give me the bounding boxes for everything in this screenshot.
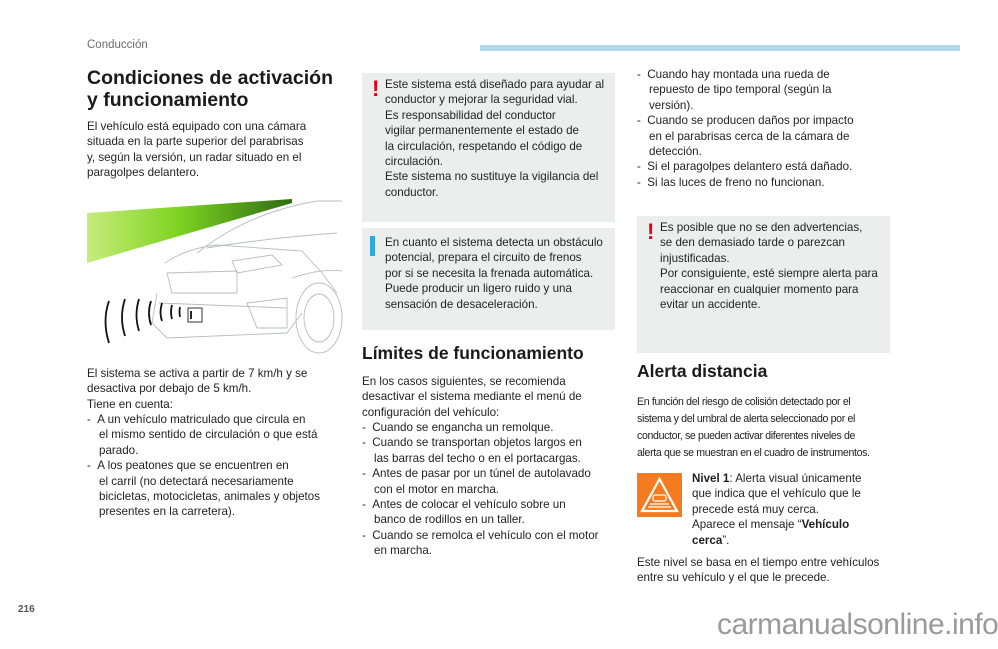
radar-wave-icons (106, 299, 192, 343)
warning-box (362, 73, 615, 222)
limits-intro: En los casos siguientes, se recomienda desactivar el sistema mediante el menú de configuración del vehículo: (362, 375, 582, 419)
activation-paragraph: El sistema se activa a partir de 7 km/h y se desactiva por debajo de 5 km/h. Tiene en cuenta: (87, 367, 308, 411)
list-item: - A un vehículo matriculado que circula en el mismo sentido de circulación o que está parado. (87, 413, 318, 457)
limits-list-continued (637, 67, 897, 190)
list-item: - Si las luces de freno no funcionan. (637, 175, 825, 189)
camera-beam (87, 199, 292, 263)
warning-text: Este sistema está diseñado para ayudar al conductor y mejorar la seguridad vial. Es responsabilidad del conductor vigilar permanentemente el estado de la circulación, respetando el código de circulación. Este sistema no sustituye la vigilancia del conductor. (385, 78, 605, 199)
intro-paragraph: El vehículo está equipado con una cámara situada en la parte superior del parabrisas y, según la versión, un radar situado en el paragolpes delantero. (87, 120, 307, 180)
list-item: - Antes de colocar el vehículo sobre un banco de rodillos en un taller. (362, 498, 566, 527)
warning-box-2 (637, 216, 890, 353)
list-item: - Cuando se engancha un remolque. (362, 421, 554, 434)
level-text: : Alerta visual únicamente que indica que el vehículo que le precede está muy cerca. Aparece el mensaje “ (692, 472, 862, 532)
page-number: 216 (18, 604, 35, 615)
distance-alert-warning-icon (637, 473, 682, 517)
warning-text: Es posible que no se den advertencias, se den demasiado tarde o parezcan injustificadas. Por consiguiente, esté siempre alerta para reaccionar en cualquier momento para evitar un accidente. (660, 221, 878, 312)
list-item: - Cuando se transportan objetos largos en las barras del techo o en el portacargas. (362, 436, 582, 465)
limits-list (362, 420, 624, 559)
limits-heading: Límites de funcionamiento (362, 343, 584, 363)
list-item: - Si el paragolpes delantero está dañado. (637, 160, 853, 174)
warning-icon: ! (647, 219, 655, 244)
watermark: carmanualsonline.info (717, 608, 998, 641)
info-box (362, 228, 615, 330)
level-text-end: ”. (722, 533, 730, 547)
car-camera-radar-illustration (87, 193, 342, 358)
info-icon (370, 236, 375, 256)
info-text: En cuanto el sistema detecta un obstáculo potencial, prepara el circuito de frenos por si se necesita la frenada automática. Puede producir un ligero ruido y una sensación de desaceleración. (385, 236, 603, 311)
list-item: - Cuando se producen daños por impacto en el parabrisas cerca de la cámara de detección. (637, 114, 854, 159)
list-item: - Antes de pasar por un túnel de autolavado con el motor en marcha. (362, 467, 591, 496)
level-1-description (692, 471, 892, 548)
level-message: Vehículo cerca (692, 518, 850, 547)
activation-list (87, 412, 347, 520)
section-label: Conducción (87, 39, 148, 51)
warning-icon: ! (372, 76, 380, 101)
header-accent-bar (480, 45, 960, 51)
alert-intro: En función del riesgo de colisión detectado por el sistema y del umbral de alerta seleccionado por el conductor, se pueden activar diferentes niveles de alerta que se muestran en el cuadro de instrumentos. (637, 396, 870, 459)
time-gap-paragraph: Este nivel se basa en el tiempo entre vehículos entre su vehículo y el que le precede. (637, 556, 880, 585)
page-title: Condiciones de activación y funcionamiento (87, 67, 333, 111)
list-item: - A los peatones que se encuentren en el carril (no detectará necesariamente bicicletas, motocicletas, animales y objetos presentes en la carretera). (87, 459, 321, 519)
list-item: - Cuando se remolca el vehículo con el motor en marcha. (362, 528, 599, 558)
alert-distance-heading: Alerta distancia (637, 361, 768, 381)
list-item: - Cuando hay montada una rueda de repuesto de tipo temporal (según la versión). (637, 68, 832, 112)
level-label: Nivel 1 (692, 472, 730, 485)
